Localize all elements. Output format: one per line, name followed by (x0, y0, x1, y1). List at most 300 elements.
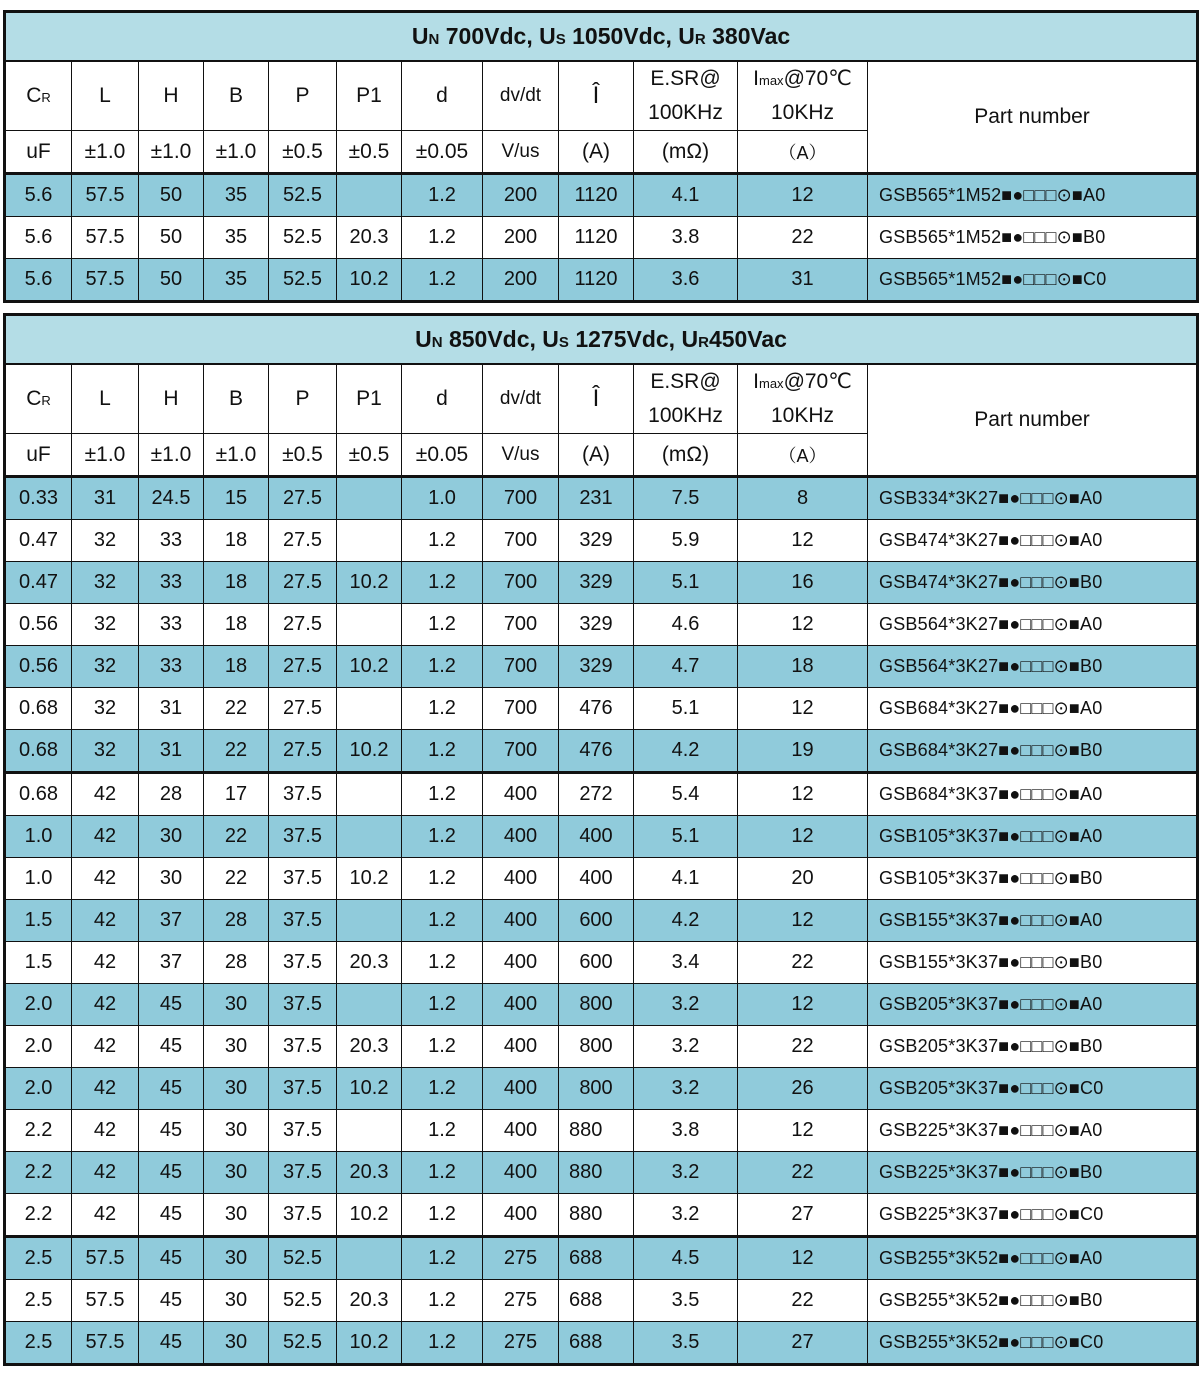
cell-dvdt: 400 (483, 1068, 559, 1110)
cell-l: 42 (72, 1194, 139, 1237)
table-row (5, 477, 1198, 520)
cell-cr: 2.5 (5, 1280, 72, 1322)
cell-p: 52.5 (269, 1322, 337, 1365)
cell-ipeak: 880 (559, 1194, 634, 1237)
cell-imax: 12 (738, 688, 868, 730)
table-row (5, 217, 1198, 259)
cell-imax: 22 (738, 217, 868, 259)
cell-h: 45 (139, 1026, 204, 1068)
table-row (5, 1237, 1198, 1280)
cell-l: 57.5 (72, 174, 139, 217)
cell-p: 27.5 (269, 477, 337, 520)
cell-d: 1.2 (402, 1152, 483, 1194)
table-row (5, 1322, 1198, 1365)
cell-imax: 19 (738, 730, 868, 773)
unit-a: (A) (559, 131, 634, 174)
cell-cr: 0.68 (5, 730, 72, 773)
cell-p1 (337, 984, 402, 1026)
unit-d: ±0.05 (402, 131, 483, 174)
cell-d: 1.2 (402, 984, 483, 1026)
table-row (5, 1110, 1198, 1152)
cell-p1: 10.2 (337, 259, 402, 302)
cell-b: 28 (204, 942, 269, 984)
cell-l: 42 (72, 1110, 139, 1152)
cell-b: 22 (204, 816, 269, 858)
cell-l: 57.5 (72, 217, 139, 259)
cell-h: 50 (139, 259, 204, 302)
cell-cr: 5.6 (5, 217, 72, 259)
cell-part-number: GSB105*3K37■●□□□⊙■B0 (868, 858, 1198, 900)
cell-ipeak: 880 (559, 1152, 634, 1194)
cell-h: 45 (139, 1194, 204, 1237)
cell-h: 33 (139, 562, 204, 604)
cell-b: 35 (204, 174, 269, 217)
cell-dvdt: 400 (483, 858, 559, 900)
cell-imax: 12 (738, 604, 868, 646)
cell-p1 (337, 816, 402, 858)
cell-l: 42 (72, 773, 139, 816)
unit-b: ±1.0 (204, 131, 269, 174)
header-d: d (402, 364, 483, 434)
cell-p1 (337, 688, 402, 730)
header-cr: CR (5, 61, 72, 131)
cell-p1: 20.3 (337, 1280, 402, 1322)
unit-uf: uF (5, 434, 72, 477)
cell-dvdt: 400 (483, 1194, 559, 1237)
cell-ipeak: 272 (559, 773, 634, 816)
cell-d: 1.2 (402, 900, 483, 942)
cell-imax: 12 (738, 900, 868, 942)
cell-ipeak: 600 (559, 900, 634, 942)
unit-imax-a: （A） (738, 131, 868, 174)
header-p: P (269, 364, 337, 434)
cell-b: 30 (204, 1068, 269, 1110)
cell-esr: 4.5 (634, 1237, 738, 1280)
cell-esr: 3.6 (634, 259, 738, 302)
cell-b: 22 (204, 858, 269, 900)
cell-part-number: GSB565*1M52■●□□□⊙■B0 (868, 217, 1198, 259)
cell-p: 37.5 (269, 1068, 337, 1110)
cell-p: 27.5 (269, 562, 337, 604)
spec-table-700vdc (3, 10, 1199, 303)
cell-imax: 22 (738, 942, 868, 984)
cell-p: 52.5 (269, 1280, 337, 1322)
cell-ipeak: 476 (559, 730, 634, 773)
header-imax: Imax@70℃ 10KHz (738, 364, 868, 434)
cell-esr: 5.4 (634, 773, 738, 816)
cell-h: 33 (139, 604, 204, 646)
cell-b: 17 (204, 773, 269, 816)
cell-ipeak: 880 (559, 1110, 634, 1152)
cell-ipeak: 1120 (559, 174, 634, 217)
cell-d: 1.2 (402, 1237, 483, 1280)
header-p1: P1 (337, 61, 402, 131)
cell-cr: 1.5 (5, 900, 72, 942)
cell-part-number: GSB225*3K37■●□□□⊙■C0 (868, 1194, 1198, 1237)
cell-h: 45 (139, 1322, 204, 1365)
unit-dvdt: V/us (483, 434, 559, 477)
cell-imax: 12 (738, 816, 868, 858)
table-title: UN 700Vdc, US 1050Vdc, UR 380Vac (5, 12, 1198, 62)
cell-b: 30 (204, 1280, 269, 1322)
unit-imax-a: （A） (738, 434, 868, 477)
unit-p1: ±0.5 (337, 434, 402, 477)
cell-esr: 4.6 (634, 604, 738, 646)
cell-d: 1.2 (402, 773, 483, 816)
cell-p: 27.5 (269, 604, 337, 646)
cell-p1 (337, 174, 402, 217)
cell-part-number: GSB155*3K37■●□□□⊙■A0 (868, 900, 1198, 942)
cell-cr: 2.5 (5, 1237, 72, 1280)
cell-b: 35 (204, 217, 269, 259)
cell-p1: 10.2 (337, 646, 402, 688)
header-h: H (139, 364, 204, 434)
cell-cr: 2.2 (5, 1194, 72, 1237)
unit-h: ±1.0 (139, 131, 204, 174)
unit-uf: uF (5, 131, 72, 174)
cell-p: 37.5 (269, 1026, 337, 1068)
cell-ipeak: 800 (559, 1026, 634, 1068)
cell-b: 35 (204, 259, 269, 302)
cell-ipeak: 688 (559, 1237, 634, 1280)
cell-p1: 10.2 (337, 1194, 402, 1237)
cell-h: 45 (139, 1152, 204, 1194)
cell-l: 42 (72, 942, 139, 984)
cell-esr: 4.7 (634, 646, 738, 688)
header-row-symbols (5, 364, 1198, 434)
cell-imax: 31 (738, 259, 868, 302)
unit-h: ±1.0 (139, 434, 204, 477)
cell-p: 27.5 (269, 520, 337, 562)
table-row (5, 604, 1198, 646)
cell-p: 37.5 (269, 1194, 337, 1237)
cell-esr: 4.2 (634, 900, 738, 942)
cell-imax: 12 (738, 174, 868, 217)
cell-p: 27.5 (269, 688, 337, 730)
cell-p1: 10.2 (337, 1322, 402, 1365)
cell-cr: 0.56 (5, 646, 72, 688)
cell-b: 15 (204, 477, 269, 520)
cell-ipeak: 329 (559, 562, 634, 604)
cell-part-number: GSB565*1M52■●□□□⊙■C0 (868, 259, 1198, 302)
cell-cr: 0.47 (5, 562, 72, 604)
table-body (5, 12, 1198, 302)
cell-h: 24.5 (139, 477, 204, 520)
cell-cr: 0.47 (5, 520, 72, 562)
cell-cr: 1.0 (5, 858, 72, 900)
cell-cr: 1.0 (5, 816, 72, 858)
table-row (5, 1026, 1198, 1068)
unit-mohm: (mΩ) (634, 434, 738, 477)
cell-imax: 12 (738, 1237, 868, 1280)
cell-h: 30 (139, 858, 204, 900)
cell-b: 30 (204, 1194, 269, 1237)
cell-ipeak: 400 (559, 858, 634, 900)
cell-ipeak: 329 (559, 520, 634, 562)
cell-dvdt: 700 (483, 477, 559, 520)
cell-dvdt: 200 (483, 217, 559, 259)
cell-esr: 5.1 (634, 816, 738, 858)
unit-p: ±0.5 (269, 434, 337, 477)
cell-p: 37.5 (269, 1152, 337, 1194)
cell-d: 1.2 (402, 646, 483, 688)
table-row (5, 1280, 1198, 1322)
cell-h: 45 (139, 984, 204, 1026)
cell-p1: 20.3 (337, 1152, 402, 1194)
cell-ipeak: 476 (559, 688, 634, 730)
unit-d: ±0.05 (402, 434, 483, 477)
cell-p: 37.5 (269, 984, 337, 1026)
cell-imax: 18 (738, 646, 868, 688)
table-row (5, 688, 1198, 730)
cell-h: 45 (139, 1237, 204, 1280)
table-row (5, 1152, 1198, 1194)
cell-dvdt: 200 (483, 174, 559, 217)
cell-h: 45 (139, 1280, 204, 1322)
cell-dvdt: 275 (483, 1322, 559, 1365)
table-row (5, 858, 1198, 900)
unit-mohm: (mΩ) (634, 131, 738, 174)
cell-l: 42 (72, 1026, 139, 1068)
cell-d: 1.0 (402, 477, 483, 520)
cell-p1: 10.2 (337, 1068, 402, 1110)
header-l: L (72, 61, 139, 131)
cell-esr: 3.2 (634, 1194, 738, 1237)
header-d: d (402, 61, 483, 131)
header-p1: P1 (337, 364, 402, 434)
cell-esr: 5.1 (634, 688, 738, 730)
cell-d: 1.2 (402, 730, 483, 773)
cell-part-number: GSB105*3K37■●□□□⊙■A0 (868, 816, 1198, 858)
cell-esr: 4.2 (634, 730, 738, 773)
cell-b: 30 (204, 1322, 269, 1365)
cell-part-number: GSB155*3K37■●□□□⊙■B0 (868, 942, 1198, 984)
cell-l: 32 (72, 688, 139, 730)
cell-esr: 3.4 (634, 942, 738, 984)
table-title-row (5, 12, 1198, 62)
cell-dvdt: 700 (483, 688, 559, 730)
cell-ipeak: 329 (559, 646, 634, 688)
cell-b: 30 (204, 1110, 269, 1152)
cell-l: 42 (72, 1152, 139, 1194)
cell-esr: 3.8 (634, 1110, 738, 1152)
cell-cr: 0.68 (5, 688, 72, 730)
cell-part-number: GSB205*3K37■●□□□⊙■B0 (868, 1026, 1198, 1068)
cell-ipeak: 231 (559, 477, 634, 520)
cell-h: 50 (139, 217, 204, 259)
cell-b: 18 (204, 562, 269, 604)
unit-p: ±0.5 (269, 131, 337, 174)
cell-part-number: GSB564*3K27■●□□□⊙■A0 (868, 604, 1198, 646)
cell-cr: 5.6 (5, 259, 72, 302)
cell-d: 1.2 (402, 259, 483, 302)
cell-l: 32 (72, 730, 139, 773)
cell-esr: 5.9 (634, 520, 738, 562)
cell-dvdt: 400 (483, 773, 559, 816)
unit-l: ±1.0 (72, 434, 139, 477)
cell-ipeak: 800 (559, 1068, 634, 1110)
unit-a: (A) (559, 434, 634, 477)
cell-part-number: GSB334*3K27■●□□□⊙■A0 (868, 477, 1198, 520)
cell-d: 1.2 (402, 688, 483, 730)
header-ipeak: Î (559, 364, 634, 434)
cell-d: 1.2 (402, 942, 483, 984)
header-h: H (139, 61, 204, 131)
cell-dvdt: 275 (483, 1237, 559, 1280)
cell-p: 52.5 (269, 174, 337, 217)
table-row (5, 773, 1198, 816)
cell-cr: 0.56 (5, 604, 72, 646)
table-row (5, 816, 1198, 858)
cell-h: 37 (139, 942, 204, 984)
cell-ipeak: 1120 (559, 259, 634, 302)
header-row-symbols (5, 61, 1198, 131)
cell-esr: 5.1 (634, 562, 738, 604)
cell-p: 27.5 (269, 646, 337, 688)
cell-esr: 7.5 (634, 477, 738, 520)
cell-p: 52.5 (269, 259, 337, 302)
cell-p1 (337, 1237, 402, 1280)
cell-imax: 22 (738, 1152, 868, 1194)
table-body (5, 315, 1198, 1365)
cell-p: 52.5 (269, 217, 337, 259)
header-esr: E.SR@ 100KHz (634, 364, 738, 434)
cell-ipeak: 1120 (559, 217, 634, 259)
cell-esr: 3.5 (634, 1280, 738, 1322)
table-row (5, 984, 1198, 1026)
cell-p: 37.5 (269, 816, 337, 858)
cell-part-number: GSB255*3K52■●□□□⊙■A0 (868, 1237, 1198, 1280)
cell-ipeak: 800 (559, 984, 634, 1026)
cell-dvdt: 700 (483, 562, 559, 604)
cell-cr: 0.68 (5, 773, 72, 816)
cell-part-number: GSB474*3K27■●□□□⊙■A0 (868, 520, 1198, 562)
cell-esr: 4.1 (634, 858, 738, 900)
cell-p: 37.5 (269, 1110, 337, 1152)
table-row (5, 174, 1198, 217)
cell-part-number: GSB684*3K27■●□□□⊙■A0 (868, 688, 1198, 730)
cell-h: 31 (139, 730, 204, 773)
cell-p1: 10.2 (337, 562, 402, 604)
cell-b: 18 (204, 646, 269, 688)
cell-dvdt: 400 (483, 942, 559, 984)
cell-p1 (337, 1110, 402, 1152)
header-b: B (204, 364, 269, 434)
header-b: B (204, 61, 269, 131)
cell-part-number: GSB474*3K27■●□□□⊙■B0 (868, 562, 1198, 604)
cell-h: 50 (139, 174, 204, 217)
header-p: P (269, 61, 337, 131)
cell-l: 42 (72, 816, 139, 858)
header-part-number: Part number (868, 61, 1198, 174)
cell-cr: 2.5 (5, 1322, 72, 1365)
cell-esr: 4.1 (634, 174, 738, 217)
cell-d: 1.2 (402, 1026, 483, 1068)
cell-p1 (337, 604, 402, 646)
cell-esr: 3.2 (634, 1152, 738, 1194)
cell-dvdt: 700 (483, 730, 559, 773)
table-row (5, 520, 1198, 562)
cell-d: 1.2 (402, 816, 483, 858)
cell-p: 37.5 (269, 773, 337, 816)
cell-p1: 10.2 (337, 858, 402, 900)
cell-d: 1.2 (402, 1068, 483, 1110)
cell-l: 42 (72, 1068, 139, 1110)
cell-l: 32 (72, 520, 139, 562)
cell-d: 1.2 (402, 1110, 483, 1152)
cell-cr: 0.33 (5, 477, 72, 520)
table-row (5, 562, 1198, 604)
cell-dvdt: 275 (483, 1280, 559, 1322)
cell-cr: 1.5 (5, 942, 72, 984)
cell-dvdt: 700 (483, 646, 559, 688)
cell-l: 32 (72, 562, 139, 604)
cell-l: 57.5 (72, 259, 139, 302)
cell-l: 32 (72, 604, 139, 646)
unit-dvdt: V/us (483, 131, 559, 174)
cell-esr: 3.2 (634, 1068, 738, 1110)
cell-b: 30 (204, 984, 269, 1026)
cell-l: 31 (72, 477, 139, 520)
cell-h: 45 (139, 1068, 204, 1110)
cell-part-number: GSB205*3K37■●□□□⊙■C0 (868, 1068, 1198, 1110)
cell-b: 30 (204, 1026, 269, 1068)
cell-cr: 2.0 (5, 1026, 72, 1068)
cell-imax: 16 (738, 562, 868, 604)
cell-imax: 12 (738, 773, 868, 816)
cell-h: 30 (139, 816, 204, 858)
table-row (5, 1068, 1198, 1110)
cell-p: 37.5 (269, 942, 337, 984)
cell-imax: 20 (738, 858, 868, 900)
cell-h: 37 (139, 900, 204, 942)
cell-p1: 10.2 (337, 730, 402, 773)
cell-dvdt: 200 (483, 259, 559, 302)
cell-cr: 5.6 (5, 174, 72, 217)
cell-imax: 22 (738, 1026, 868, 1068)
table-row (5, 730, 1198, 773)
cell-d: 1.2 (402, 217, 483, 259)
cell-b: 22 (204, 688, 269, 730)
cell-dvdt: 400 (483, 984, 559, 1026)
cell-imax: 12 (738, 520, 868, 562)
cell-p: 27.5 (269, 730, 337, 773)
cell-l: 57.5 (72, 1322, 139, 1365)
cell-b: 18 (204, 604, 269, 646)
table-row (5, 259, 1198, 302)
cell-d: 1.2 (402, 174, 483, 217)
cell-ipeak: 688 (559, 1280, 634, 1322)
cell-d: 1.2 (402, 562, 483, 604)
cell-esr: 3.2 (634, 984, 738, 1026)
cell-imax: 12 (738, 984, 868, 1026)
cell-p: 37.5 (269, 858, 337, 900)
cell-imax: 22 (738, 1280, 868, 1322)
cell-cr: 2.0 (5, 1068, 72, 1110)
cell-p1: 20.3 (337, 217, 402, 259)
cell-part-number: GSB565*1M52■●□□□⊙■A0 (868, 174, 1198, 217)
header-dvdt: dv/dt (483, 364, 559, 434)
cell-b: 28 (204, 900, 269, 942)
cell-ipeak: 688 (559, 1322, 634, 1365)
cell-b: 30 (204, 1237, 269, 1280)
header-dvdt: dv/dt (483, 61, 559, 131)
cell-p: 52.5 (269, 1237, 337, 1280)
cell-esr: 3.2 (634, 1026, 738, 1068)
cell-imax: 26 (738, 1068, 868, 1110)
cell-ipeak: 329 (559, 604, 634, 646)
cell-d: 1.2 (402, 1194, 483, 1237)
